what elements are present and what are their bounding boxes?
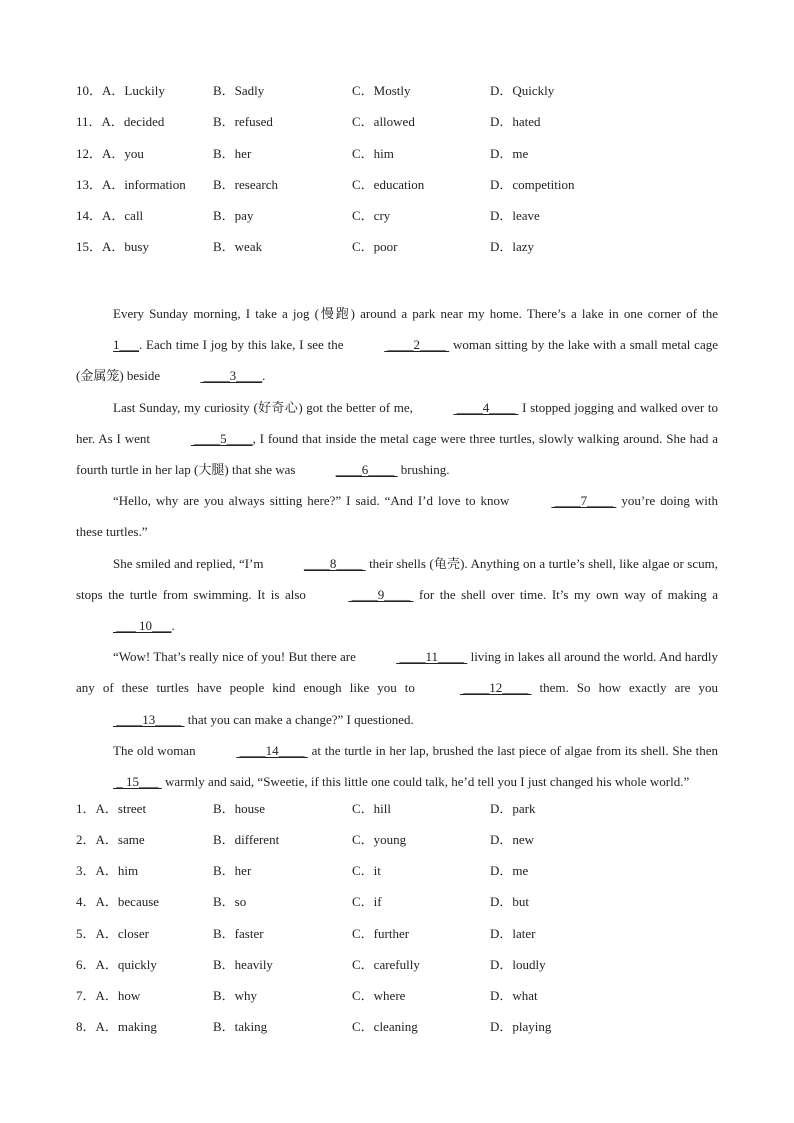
option-row-8 — [76, 1017, 630, 1037]
option-a — [76, 144, 213, 164]
option-b: B．house — [213, 801, 266, 816]
option-a-text: A．you — [102, 146, 144, 161]
option-row-10 — [76, 81, 630, 101]
option-d: D．but — [490, 894, 530, 909]
paragraph-4 — [76, 548, 718, 642]
option-d: D．hated — [490, 114, 541, 129]
option-row-6 — [76, 955, 630, 975]
text: for the shell over time. It’s my own way of making a — [413, 586, 719, 602]
question-number: 2． — [76, 832, 96, 847]
text: She smiled and replied, “I’m — [113, 555, 267, 571]
text: woman sitting by the lake with a small metal cage (金属笼) beside — [76, 337, 718, 384]
option-a-text: A．making — [95, 1019, 157, 1034]
text: that you can make a change?” I questioned. — [184, 711, 414, 727]
blank-8: ____8____ — [303, 555, 366, 571]
text: . — [171, 618, 175, 634]
option-c: C．allowed — [352, 114, 415, 129]
option-b: B．faster — [213, 926, 264, 941]
question-number: 12． — [76, 146, 103, 161]
option-b: B．why — [213, 988, 258, 1003]
option-b: B．research — [213, 177, 278, 192]
option-row-3 — [76, 861, 630, 881]
option-b: B．different — [213, 832, 280, 847]
option-d: D．park — [490, 801, 536, 816]
option-a — [76, 861, 213, 881]
option-a-text: A．street — [95, 801, 147, 816]
blank-14: ____14____ — [236, 742, 308, 758]
option-a-text: A．decided — [101, 114, 165, 129]
option-a — [76, 986, 213, 1006]
question-number: 14． — [76, 208, 103, 223]
blank-3: ____3____ — [200, 368, 263, 384]
option-d: D．me — [490, 146, 529, 161]
text: at the turtle in her lap, brushed the last piece of algae from its shell. She then — [307, 742, 719, 758]
option-a-text: A．quickly — [95, 957, 157, 972]
blank-6: ____6____ — [335, 462, 398, 478]
option-b: B．her — [213, 146, 252, 161]
text: “Hello, why are you always sitting here?” I said. “And I’d love to know — [113, 493, 515, 509]
option-row-4 — [76, 892, 630, 912]
blank-10: ___ 10___ — [113, 618, 172, 634]
option-b: B．pay — [213, 208, 254, 223]
text: brushing. — [397, 462, 450, 478]
blank-2: ____2____ — [384, 337, 450, 353]
option-c: C．hill — [352, 801, 392, 816]
option-b: B．taking — [213, 1019, 268, 1034]
option-c: C．him — [352, 146, 394, 161]
text: . Each time I jog by this lake, I see the — [139, 337, 348, 353]
text: Last Sunday, my curiosity (好奇心) got the better of me, — [113, 399, 417, 415]
blank-12: ____12____ — [459, 680, 532, 696]
blank-5: ____5____ — [190, 430, 253, 446]
paragraph-2 — [76, 392, 718, 486]
option-a — [76, 1017, 213, 1037]
blank-9: ____9____ — [348, 586, 414, 602]
option-b: B．Sadly — [213, 83, 265, 98]
option-c: C．cry — [352, 208, 391, 223]
question-number: 4． — [76, 894, 96, 909]
option-a — [76, 799, 213, 819]
option-row-2 — [76, 830, 630, 850]
option-a — [76, 924, 213, 944]
option-row-12 — [76, 144, 630, 164]
option-d: D．loudly — [490, 957, 546, 972]
option-d: D．me — [490, 863, 529, 878]
option-a-text: A．same — [95, 832, 145, 847]
option-c: C．carefully — [352, 957, 420, 972]
question-number: 6． — [76, 957, 96, 972]
blank-13: ____13____ — [113, 711, 185, 727]
question-number: 10． — [76, 83, 103, 98]
text: “Wow! That’s really nice of you! But there are — [113, 649, 360, 665]
text: you’re doing with these turtles.” — [76, 493, 718, 540]
option-d: D．Quickly — [490, 83, 555, 98]
option-c: C．if — [352, 894, 382, 909]
blank-15: _ 15___ — [113, 774, 162, 790]
option-row-7 — [76, 986, 630, 1006]
option-a — [76, 206, 213, 226]
blank-4: ____4____ — [453, 399, 519, 415]
text: them. So how exactly are you — [531, 680, 718, 696]
option-a-text: A．Luckily — [102, 83, 165, 98]
text: The old woman — [113, 742, 200, 758]
option-c: C．young — [352, 832, 407, 847]
question-number: 1． — [76, 801, 96, 816]
option-row-1 — [76, 799, 630, 819]
text: I stopped jogging and walked over to her. As I went — [76, 399, 718, 446]
option-d: D．what — [490, 988, 538, 1003]
option-b: B．her — [213, 863, 252, 878]
paragraph-1 — [76, 298, 718, 392]
question-number: 3． — [76, 863, 96, 878]
question-number: 15． — [76, 239, 103, 254]
option-c: C．cleaning — [352, 1019, 418, 1034]
option-c: C．Mostly — [352, 83, 411, 98]
option-a-text: A．closer — [95, 926, 149, 941]
option-a — [76, 237, 213, 257]
blank-1: 1___ — [113, 337, 139, 353]
option-d: D．new — [490, 832, 535, 847]
option-d: D．later — [490, 926, 536, 941]
paragraph-6 — [76, 735, 718, 797]
option-row-14 — [76, 206, 630, 226]
paragraph-3 — [76, 485, 718, 547]
option-row-13 — [76, 175, 630, 195]
option-row-11 — [76, 112, 630, 132]
text: . — [262, 368, 266, 384]
option-b: B．weak — [213, 239, 263, 254]
option-c: C．further — [352, 926, 410, 941]
option-a — [76, 892, 213, 912]
question-number: 8． — [76, 1019, 96, 1034]
cloze-passage — [76, 298, 718, 797]
option-b: B．heavily — [213, 957, 273, 972]
question-number: 11． — [76, 114, 102, 129]
question-number: 7． — [76, 988, 96, 1003]
option-row-15 — [76, 237, 630, 257]
option-c: C．poor — [352, 239, 398, 254]
text: warmly and said, “Sweetie, if this little one could talk, he’d tell you I just changed his whole world.” — [161, 774, 690, 790]
blank-11: ____11____ — [396, 649, 468, 665]
option-a-text: A．how — [95, 988, 141, 1003]
text: living in lakes all around the world. And hardly any of these turtles have people kind enough like you to — [76, 649, 719, 696]
option-c: C．where — [352, 988, 406, 1003]
option-a-text: A．him — [95, 863, 139, 878]
paragraph-5 — [76, 641, 718, 735]
option-d: D．lazy — [490, 239, 535, 254]
text: , I found that inside the metal cage were three turtles, slowly walking around. She had a fourth turtle in her lap (大腿) that she was — [76, 430, 718, 478]
option-row-5 — [76, 924, 630, 944]
option-a — [76, 112, 213, 132]
option-a-text: A．because — [95, 894, 160, 909]
question-number: 5． — [76, 926, 96, 941]
option-d: D．playing — [490, 1019, 552, 1034]
option-b: B．so — [213, 894, 247, 909]
option-a-text: A．busy — [102, 239, 149, 254]
option-c: C．education — [352, 177, 425, 192]
text: Every Sunday morning, I take a jog (慢跑) around a park near my home. There’s a lake in one corner of the — [113, 306, 718, 321]
option-b: B．refused — [213, 114, 273, 129]
option-a — [76, 175, 213, 195]
option-d: D．competition — [490, 177, 575, 192]
blank-7: ____7____ — [551, 493, 617, 509]
question-number: 13． — [76, 177, 103, 192]
text: their shells (龟壳). Anything on a turtle’s shell, like algae or scum, stops the turtle from swimming. It is also — [76, 555, 718, 602]
option-a-text: A．call — [102, 208, 144, 223]
option-a-text: A．information — [102, 177, 186, 192]
option-a — [76, 955, 213, 975]
option-c: C．it — [352, 863, 381, 878]
option-a — [76, 830, 213, 850]
option-a — [76, 81, 213, 101]
option-d: D．leave — [490, 208, 540, 223]
